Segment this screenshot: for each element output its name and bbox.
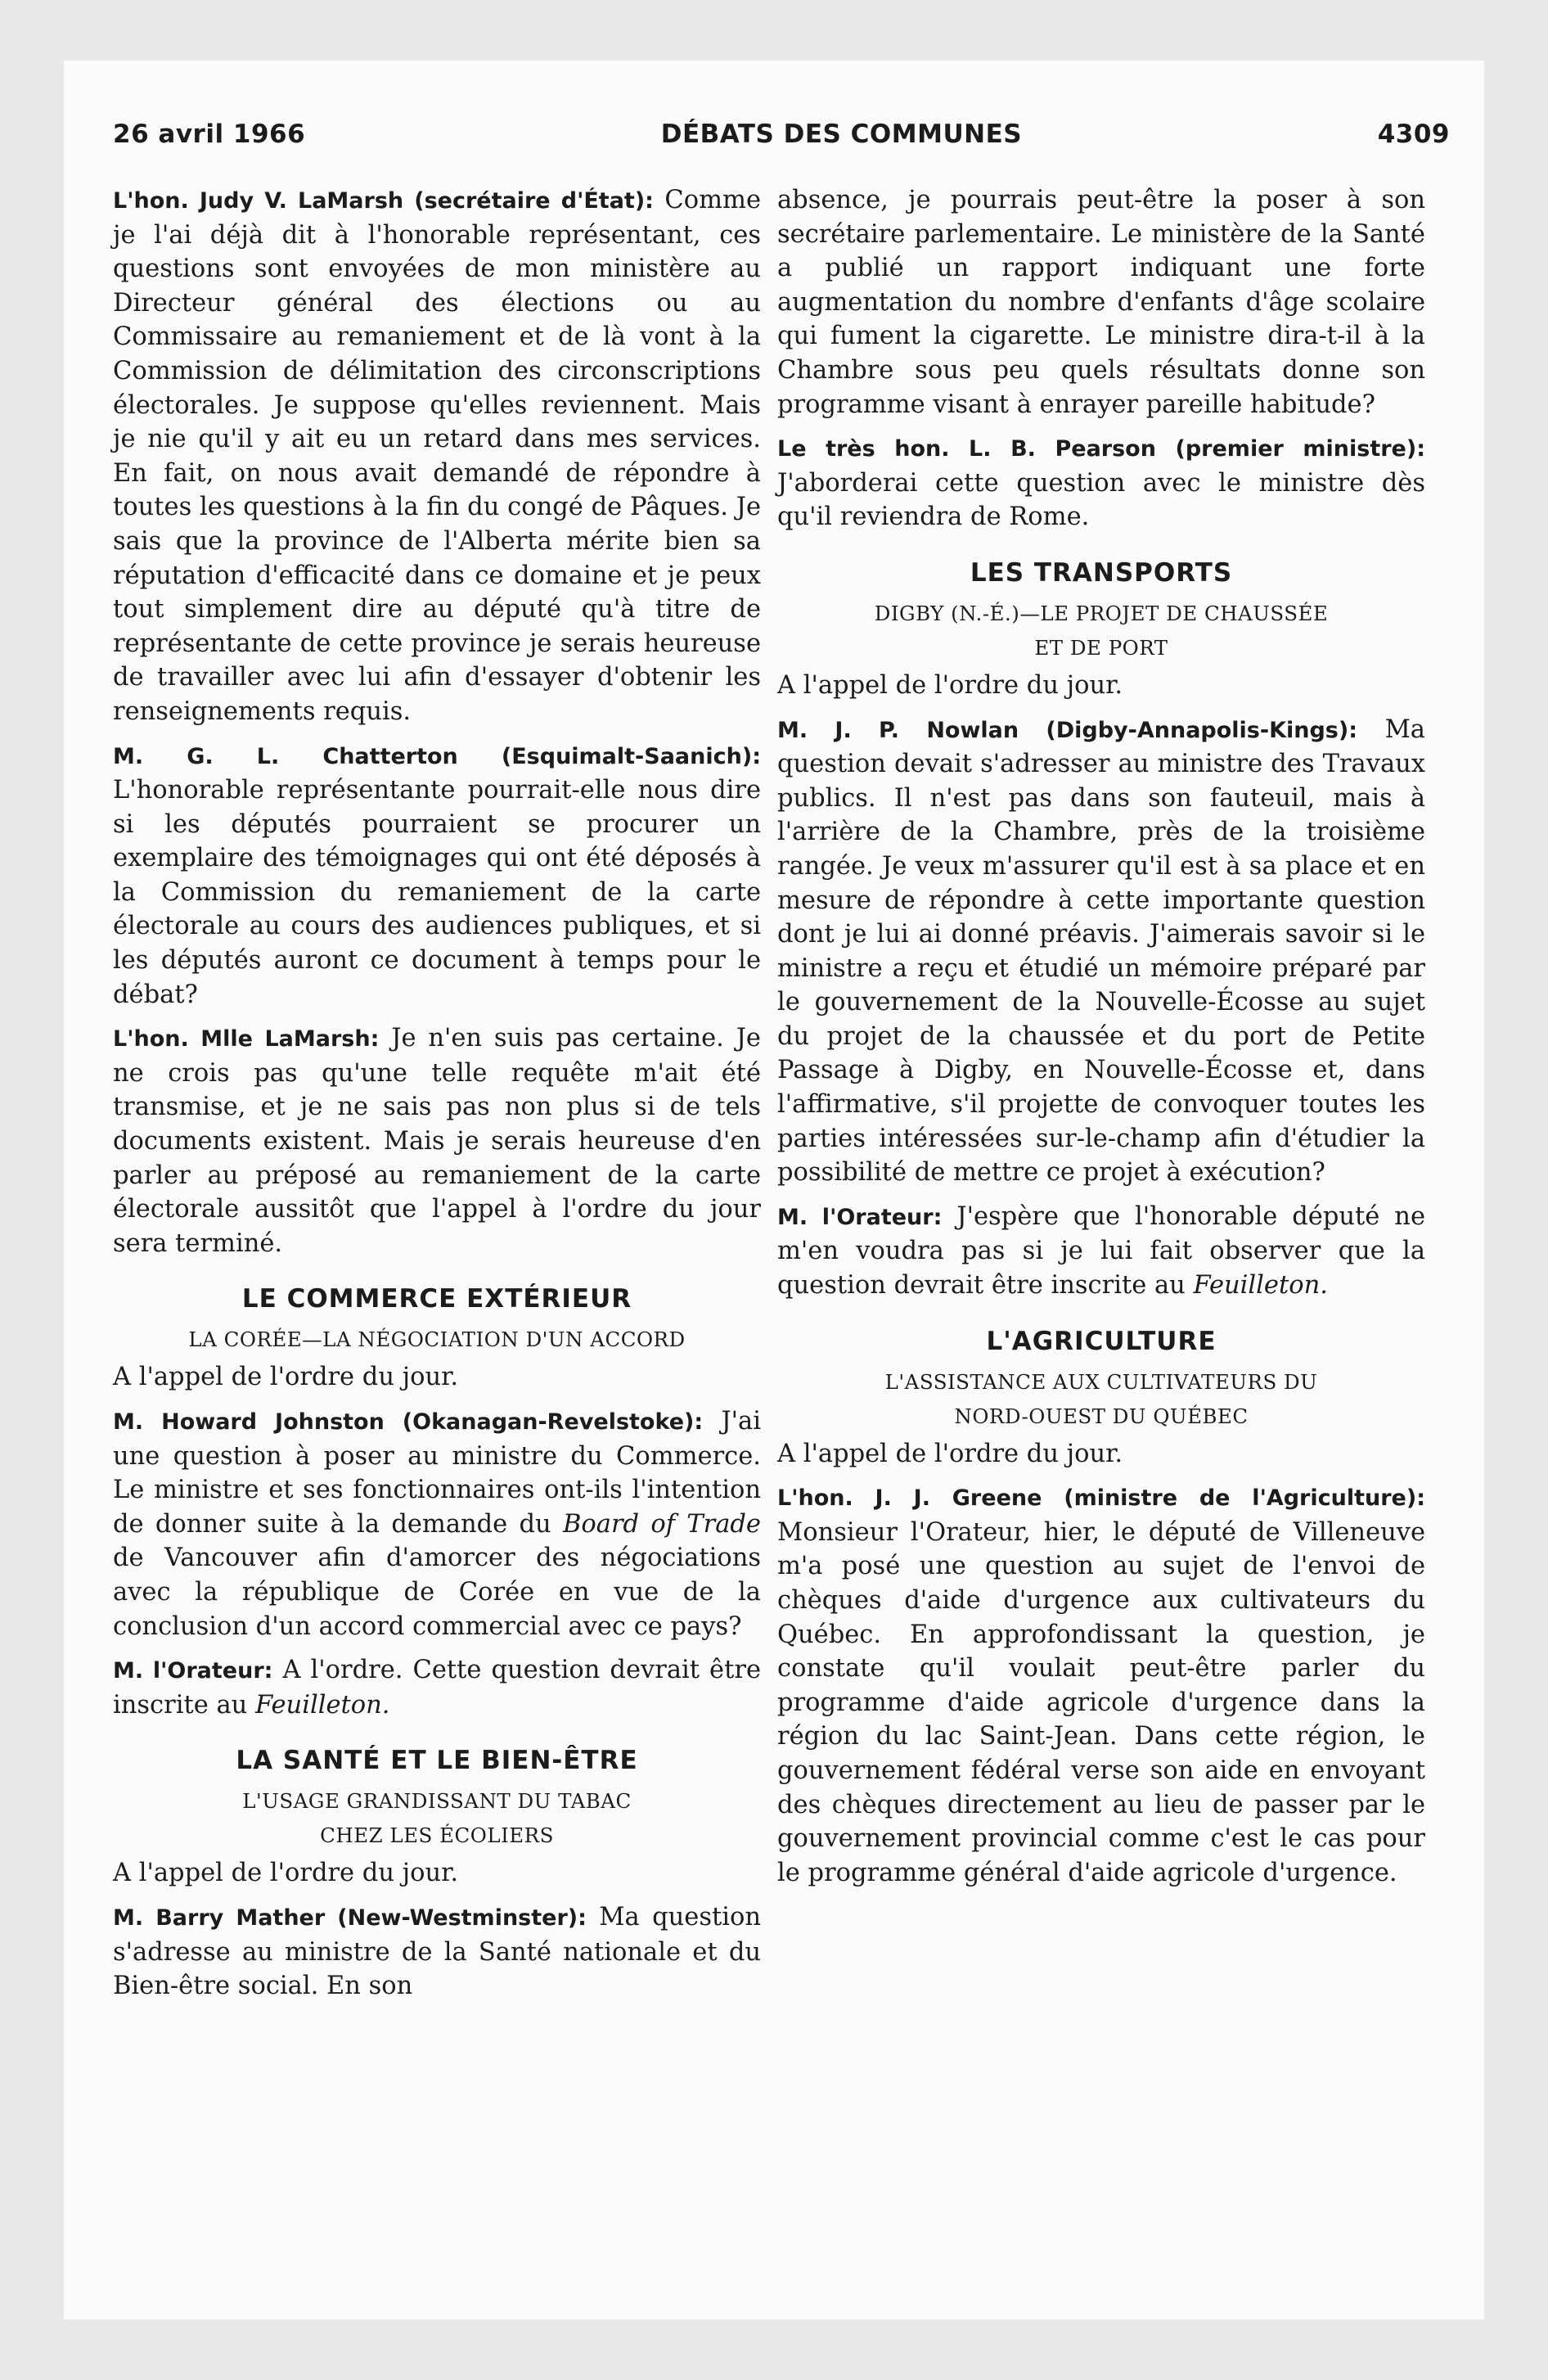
section-title: LE COMMERCE EXTÉRIEUR xyxy=(241,1284,632,1314)
speaker-name: Le très hon. L. B. Pearson (premier ministre): xyxy=(777,436,1425,462)
header-title: DÉBATS DES COMMUNES xyxy=(660,119,1023,149)
section-title: L'AGRICULTURE xyxy=(986,1326,1217,1356)
paragraph xyxy=(113,1021,761,1260)
section-subtitle: L'ASSISTANCE AUX CULTIVATEURS DU xyxy=(884,1369,1318,1394)
paragraph-text: Je n'en suis pas certaine. Je ne crois pas qu'une telle requête m'ait été transmise, et je ne sais pas non plus si de tels documents existent. Mais je serais heureuse d'en parler au préposé au remaniement de la carte électorale aussitôt que l'appel à l'ordre du jour sera terminé. xyxy=(113,1024,761,1258)
header-date: 26 avril 1966 xyxy=(113,119,306,149)
section-subtitle: CHEZ LES ÉCOLIERS xyxy=(320,1823,554,1848)
paragraph: A l'appel de l'ordre du jour. xyxy=(777,670,1123,700)
paragraph: A l'appel de l'ordre du jour. xyxy=(113,1859,459,1888)
paragraph xyxy=(113,1404,761,1643)
paragraph-text: L'honorable représentante pourrait-elle nous dire si les députés pourraient se procurer un exemplaire des témoignages qui ont été déposés à la Commission du remaniement de la carte électorale au cours des audiences publiques, et si les députés auront ce document à temps pour le débat? xyxy=(113,776,761,1009)
paragraph-text: A l'ordre. Cette question devrait être inscrite au xyxy=(113,1656,761,1720)
speaker-name: L'hon. J. J. Greene (ministre de l'Agriculture): xyxy=(777,1485,1425,1512)
paragraph xyxy=(777,1200,1425,1303)
section-subtitle: DIGBY (N.-É.)—LE PROJET DE CHAUSSÉE xyxy=(874,601,1329,625)
paragraph-text: Comme je l'ai déjà dit à l'honorable représentant, ces questions sont envoyées de mon ministère au Directeur général des élections ou au Commissaire au remaniement et de là vont à la Commission de délimitation des circonscriptions électorales. Je suppose qu'elles reviennent. Mais je nie qu'il y ait eu un retard dans mes services. En fait, on nous avait demandé de répondre à toutes les questions à la fin du congé de Pâques. Je sais que la province de l'Alberta mérite bien sa réputation d'efficacité dans ce domaine et je peux tout simplement dire au député qu'à titre de représentante de cette province je serais heureuse de travailler avec lui afin d'essayer d'obtenir les renseignements requis. xyxy=(113,186,761,726)
speaker-name: M. J. P. Nowlan (Digby-Annapolis-Kings): xyxy=(777,717,1358,743)
section-title: LES TRANSPORTS xyxy=(970,557,1233,588)
header-page-number: 4309 xyxy=(1377,119,1450,149)
right-column xyxy=(777,183,1425,1900)
paragraph: absence, je pourrais peut-être la poser à son secrétaire parlementaire. Le ministère de la Santé a publié un rapport indiquant une forte augmentation du nombre d'enfants d'âge scolaire qui fument la cigarette. Le ministre dira-t-il à la Chambre sous peu quels résultats donne son programme visant à enrayer pareille habitude? xyxy=(777,186,1425,419)
paragraph xyxy=(113,1653,761,1722)
paragraph xyxy=(777,713,1425,1190)
paragraph xyxy=(777,431,1425,534)
paragraph-text: J'ai une question à poser au ministre du Commerce. Le ministre et ses fonctionnaires ont-ils l'intention de donner suite à la demande du xyxy=(113,1407,761,1539)
speaker-name: M. Howard Johnston (Okanagan-Revelstoke): xyxy=(113,1409,704,1435)
italic-text: Feuilleton. xyxy=(1193,1271,1328,1300)
italic-text: Board of Trade xyxy=(563,1509,761,1539)
speaker-name: M. Barry Mather (New-Westminster): xyxy=(113,1904,587,1931)
paragraph: A l'appel de l'ordre du jour. xyxy=(777,1439,1123,1468)
section-subtitle: ET DE PORT xyxy=(1034,635,1168,660)
section-title: LA SANTÉ ET LE BIEN-ÊTRE xyxy=(236,1746,638,1776)
paragraph-text: Monsieur l'Orateur, hier, le député de Villeneuve m'a posé une question au sujet de l'envoi de chèques d'aide d'urgence aux cultivateurs du Québec. En approfondissant la question, je constate qu'il voulait peut-être parler du programme d'aide agricole d'urgence dans la région du lac Saint-Jean. Dans cette région, le gouvernement fédéral verse son aide en envoyant des chèques directement au lieu de passer par le gouvernement provincial comme c'est le cas pour le programme général d'aide agricole d'urgence. xyxy=(777,1517,1425,1887)
running-header xyxy=(113,119,1450,160)
paragraph xyxy=(113,183,761,729)
paragraph-text: Ma question devait s'adresser au ministre des Travaux publics. Il n'est pas dans son fauteuil, mais à l'arrière de la Chambre, près de la troisième rangée. Je veux m'assurer qu'il est à sa place et en mesure de répondre à cette importante question dont je lui ai donné préavis. J'aimerais savoir si le ministre a reçu et étudié un mémoire préparé par le gouvernement de la Nouvelle-Écosse au sujet du projet de la chaussée et du port de Petite Passage à Digby, en Nouvelle-Écosse et, dans l'affirmative, s'il projette de convoquer toutes les parties intéressées sur-le-champ afin d'étudier la possibilité de mettre ce projet à exécution? xyxy=(777,714,1425,1188)
speaker-name: L'hon. Mlle LaMarsh: xyxy=(113,1026,380,1053)
paragraph-text: Ma question s'adresse au ministre de la Santé nationale et du Bien-être social. En son xyxy=(113,1902,761,2001)
italic-text: Feuilleton. xyxy=(255,1690,390,1720)
section-subtitle: NORD-OUEST DU QUÉBEC xyxy=(954,1404,1249,1428)
paragraph xyxy=(113,1900,761,2004)
speaker-name: M. l'Orateur: xyxy=(113,1658,273,1684)
speaker-name: M. l'Orateur: xyxy=(777,1204,943,1230)
left-column xyxy=(113,183,761,2013)
paragraph xyxy=(113,739,761,1012)
paragraph: A l'appel de l'ordre du jour. xyxy=(113,1363,459,1392)
paragraph-text: de Vancouver afin d'amorcer des négociations avec la république de Corée en vue de la conclusion d'un accord commercial avec ce pays? xyxy=(113,1544,761,1641)
paragraph-text: J'aborderai cette question avec le ministre dès qu'il reviendra de Rome. xyxy=(777,468,1425,532)
paragraph xyxy=(777,1481,1425,1890)
speaker-name: M. G. L. Chatterton (Esquimalt-Saanich): xyxy=(113,743,761,769)
section-subtitle: LA CORÉE—LA NÉGOCIATION D'UN ACCORD xyxy=(188,1327,686,1352)
speaker-name: L'hon. Judy V. LaMarsh (secrétaire d'État): xyxy=(113,188,654,214)
paragraph-text: J'espère que l'honorable député ne m'en voudra pas si je lui fait observer que la question devrait être inscrite au xyxy=(777,1201,1425,1300)
section-subtitle: L'USAGE GRANDISSANT DU TABAC xyxy=(242,1789,632,1814)
document-page xyxy=(64,61,1484,2319)
